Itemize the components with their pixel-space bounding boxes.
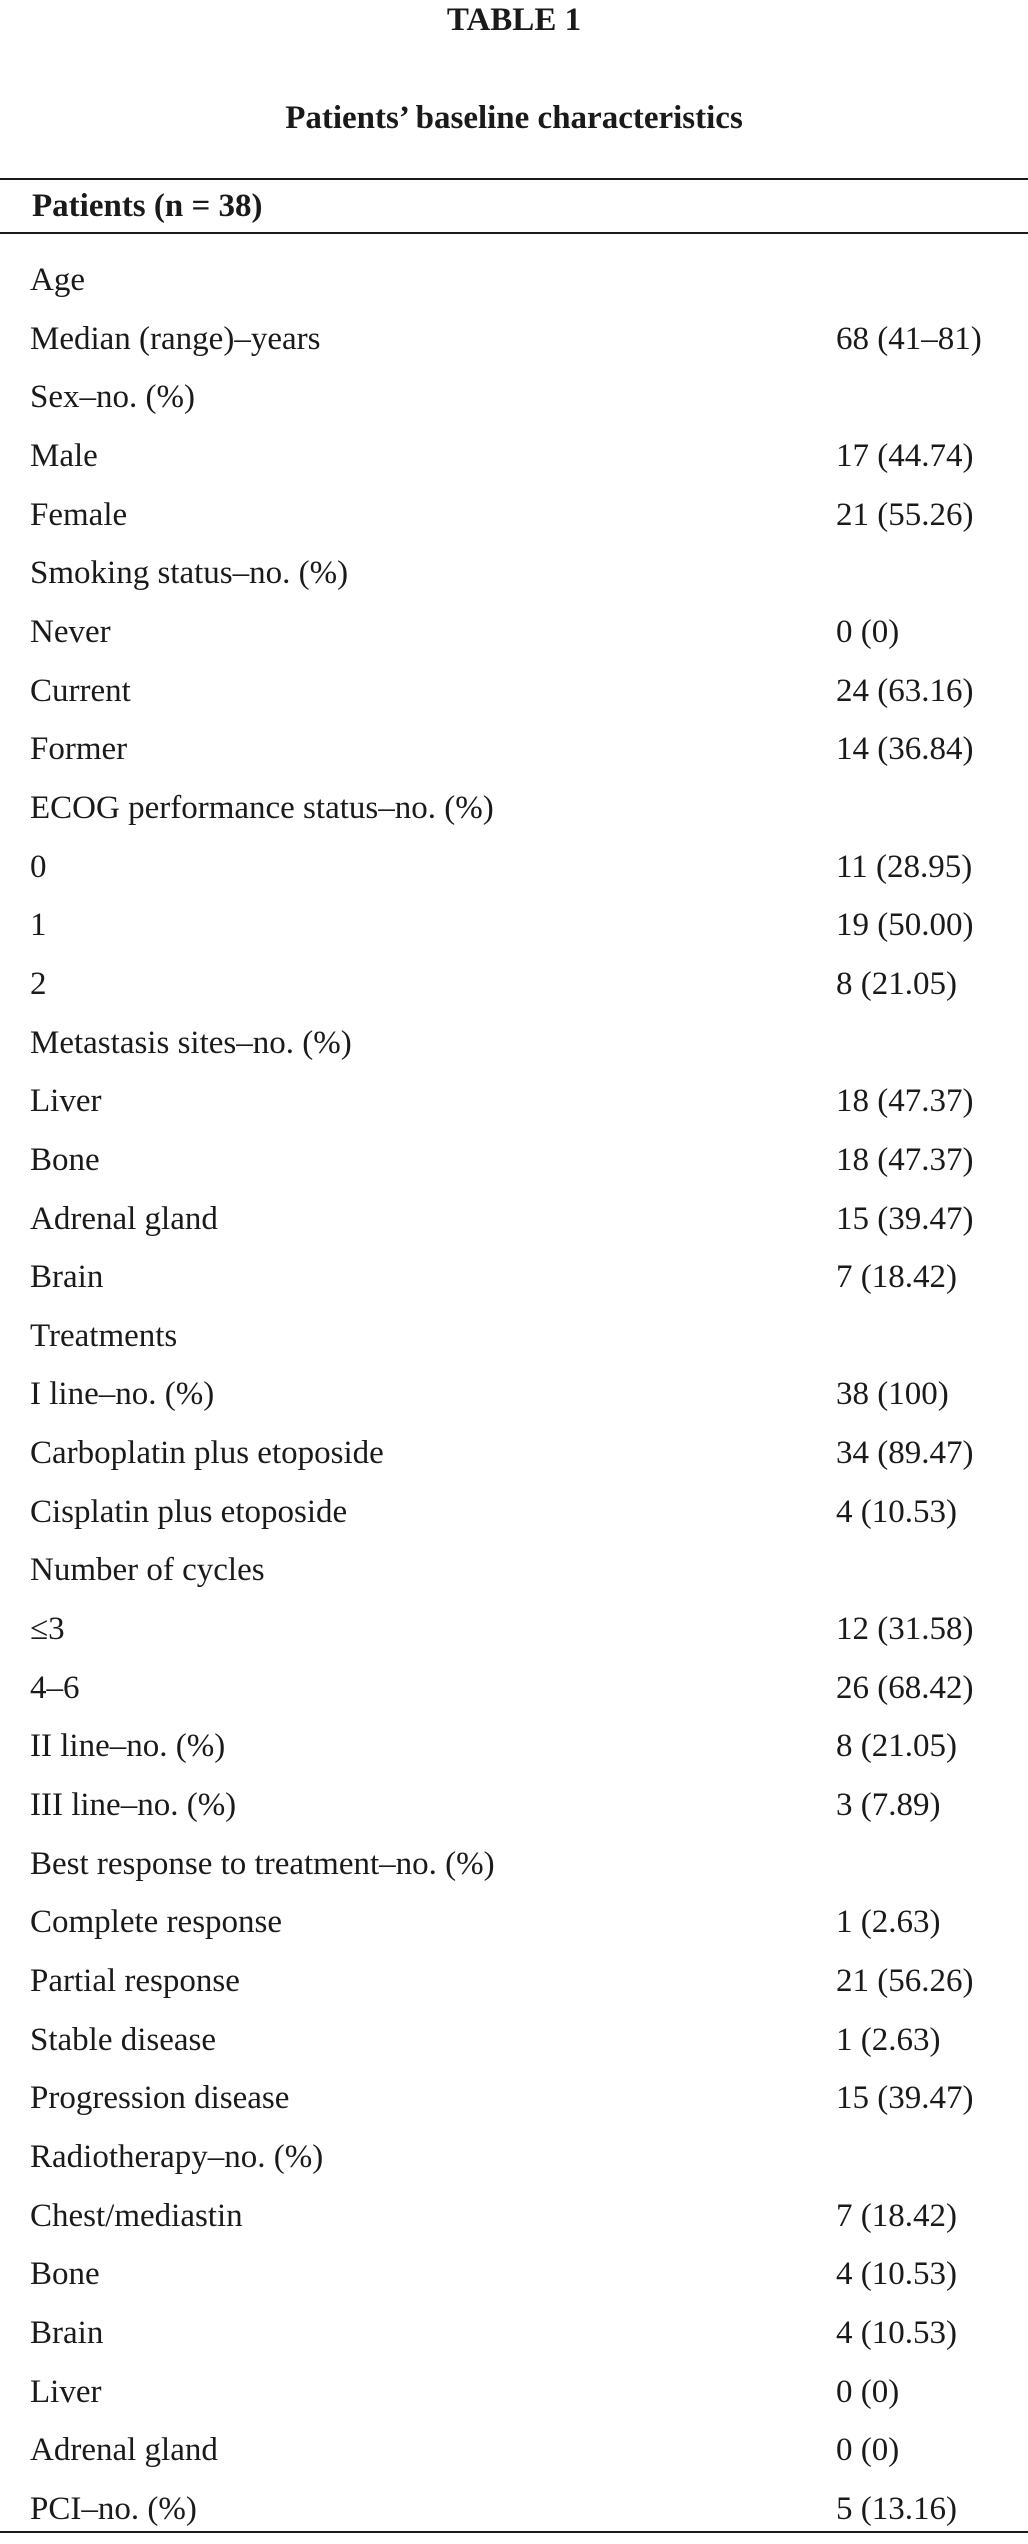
row-value: 0 (0) (836, 2373, 900, 2410)
row-label: Current (30, 672, 131, 709)
row-label: Metastasis sites–no. (%) (30, 1024, 352, 1061)
row-label: Median (range)–years (30, 320, 321, 357)
table-row (0, 2192, 1028, 2251)
table-row (0, 491, 1028, 550)
table-row (0, 1429, 1028, 1488)
row-value: 4 (10.53) (836, 2256, 957, 2293)
row-value: 34 (89.47) (836, 1435, 974, 1472)
row-value: 0 (0) (836, 2432, 900, 2469)
row-value: 8 (21.05) (836, 965, 957, 1002)
table-row (0, 2074, 1028, 2133)
row-label: Complete response (30, 1904, 283, 1941)
row-label: Stable disease (30, 2021, 217, 2058)
row-value: 38 (100) (836, 1376, 949, 1413)
row-label: Progression disease (30, 2080, 290, 2117)
table-row (0, 1253, 1028, 1312)
table-row (0, 2133, 1028, 2192)
row-label: Partial response (30, 1963, 240, 2000)
row-label: Female (30, 496, 128, 533)
table-row (0, 1781, 1028, 1840)
table-row (0, 784, 1028, 843)
row-label: Adrenal gland (30, 1200, 218, 1237)
row-value: 8 (21.05) (836, 1728, 957, 1765)
row-label: Never (30, 613, 111, 650)
row-value: 17 (44.74) (836, 437, 974, 474)
row-value: 18 (47.37) (836, 1141, 974, 1178)
table-bottom-rule (0, 2531, 1028, 2533)
table-row (0, 2016, 1028, 2075)
table-row (0, 1136, 1028, 1195)
row-label: Liver (30, 2373, 102, 2410)
table-row (0, 315, 1028, 374)
row-label: Smoking status–no. (%) (30, 555, 349, 592)
row-value: 11 (28.95) (836, 848, 973, 885)
row-label: 0 (30, 848, 47, 885)
table-row (0, 901, 1028, 960)
table-row (0, 373, 1028, 432)
table-row (0, 2250, 1028, 2309)
table-row (0, 1370, 1028, 1429)
table-row (0, 843, 1028, 902)
table-row (0, 608, 1028, 667)
table-row (0, 549, 1028, 608)
row-value: 24 (63.16) (836, 672, 974, 709)
row-label: ECOG performance status–no. (%) (30, 789, 494, 826)
table-row (0, 256, 1028, 315)
row-value: 1 (2.63) (836, 2021, 941, 2058)
row-value: 21 (56.26) (836, 1963, 974, 2000)
row-label: II line–no. (%) (30, 1728, 226, 1765)
table-row (0, 2426, 1028, 2485)
table-row (0, 2368, 1028, 2427)
row-value: 21 (55.26) (836, 496, 974, 533)
table-top-rule (0, 178, 1028, 180)
table-row (0, 1664, 1028, 1723)
table-row (0, 1546, 1028, 1605)
row-label: Age (30, 262, 85, 298)
row-value: 7 (18.42) (836, 2197, 957, 2234)
row-label: Male (30, 437, 98, 474)
table-caption: Patients’ baseline characteristics (285, 100, 743, 136)
table-row (0, 2309, 1028, 2368)
table-row (0, 1312, 1028, 1371)
row-label: Liver (30, 1083, 102, 1120)
table-row (0, 1840, 1028, 1899)
row-label: Brain (30, 2314, 104, 2351)
table-row (0, 960, 1028, 1019)
row-value: 15 (39.47) (836, 1200, 974, 1237)
row-label: PCI–no. (%) (30, 2490, 197, 2527)
row-value: 19 (50.00) (836, 907, 974, 944)
table-row (0, 1077, 1028, 1136)
row-value: 4 (10.53) (836, 2314, 957, 2351)
table-header-rule (0, 232, 1028, 234)
row-value: 14 (36.84) (836, 731, 974, 768)
table-row (0, 2485, 1028, 2544)
row-label: Adrenal gland (30, 2432, 218, 2469)
table-row (0, 1195, 1028, 1254)
row-value: 0 (0) (836, 613, 900, 650)
table-row (0, 1488, 1028, 1547)
row-label: Radiotherapy–no. (%) (30, 2139, 324, 2175)
row-label: Sex–no. (%) (30, 379, 195, 416)
row-label: Carboplatin plus etoposide (30, 1435, 384, 1472)
row-label: ≤3 (30, 1611, 65, 1648)
row-value: 7 (18.42) (836, 1259, 957, 1296)
row-label: I line–no. (%) (30, 1376, 215, 1413)
row-value: 26 (68.42) (836, 1669, 974, 1706)
row-value: 1 (2.63) (836, 1904, 941, 1941)
table-row (0, 1722, 1028, 1781)
row-value: 18 (47.37) (836, 1083, 974, 1120)
table-row (0, 667, 1028, 726)
row-label: 4–6 (30, 1669, 80, 1706)
table-row (0, 1019, 1028, 1078)
row-value: 68 (41–81) (836, 320, 982, 357)
row-value: 15 (39.47) (836, 2080, 974, 2117)
row-label: 2 (30, 965, 47, 1002)
row-label: Brain (30, 1259, 104, 1296)
row-label: III line–no. (%) (30, 1787, 237, 1824)
table-row (0, 1957, 1028, 2016)
row-value: 3 (7.89) (836, 1787, 941, 1824)
row-label: Cisplatin plus etoposide (30, 1493, 348, 1530)
table-row (0, 725, 1028, 784)
row-label: Best response to treatment–no. (%) (30, 1845, 495, 1882)
row-label: Chest/mediastin (30, 2197, 243, 2234)
table-number: TABLE 1 (446, 2, 582, 38)
row-label: Bone (30, 1141, 100, 1178)
row-label: Former (30, 731, 128, 768)
row-label: Bone (30, 2256, 100, 2293)
row-label: Treatments (30, 1317, 178, 1354)
table-row (0, 1605, 1028, 1664)
row-label: Number of cycles (30, 1552, 265, 1589)
row-value: 12 (31.58) (836, 1611, 974, 1648)
row-value: 4 (10.53) (836, 1493, 957, 1530)
table-body (0, 256, 1028, 2544)
row-label: 1 (30, 907, 47, 944)
table-row (0, 432, 1028, 491)
row-value: 5 (13.16) (836, 2490, 957, 2527)
table-row (0, 1898, 1028, 1957)
table-header: Patients (n = 38) (32, 188, 263, 224)
